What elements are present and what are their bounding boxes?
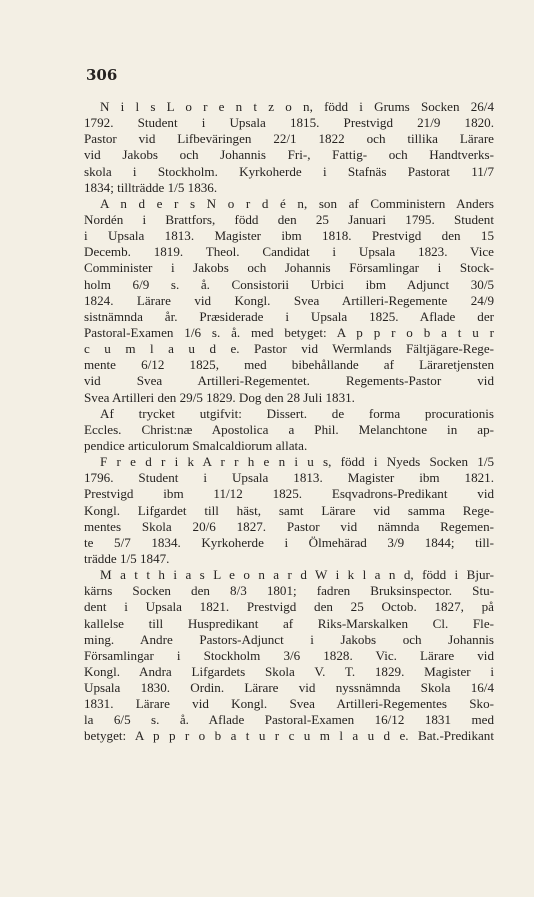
text-line: dent i Upsala 1821. Prestvigd den 25 Octob. 1827, på (84, 599, 494, 615)
text-line: ming. Andre Pastors-Adjunct i Jakobs och Johannis (84, 631, 494, 647)
text-line: Pastor vid Lifbeväringen 22/1 1822 och tillika Lärare (84, 131, 494, 147)
text-line: 1796. Student i Upsala 1813. Magister ibm 1821. (84, 470, 494, 486)
text-line: Församlingar i Stockholm 3/6 1828. Vic. Lärare vid (84, 647, 494, 663)
text-line: sistnämnda år. Præsiderade i Upsala 1825. Aflade der (84, 308, 494, 324)
text-line: Upsala 1830. Ordin. Lärare vid nyssnämnda Skola 16/4 (84, 680, 494, 696)
text-line: Decemb. 1819. Theol. Candidat i Upsala 1823. Vice (84, 244, 494, 260)
text-line: Kongl. Lifgardet till häst, samt Lärare vid samma Rege- (84, 502, 494, 518)
text-line: pendice articulorum Smalcaldiorum allata. (84, 437, 308, 453)
text-line: Kongl. Andra Lifgardets Skola V. T. 1829. Magister i (84, 663, 494, 679)
text-line: N i l s L o r e n t z o n, född i Grums Socken 26/4 (100, 99, 494, 114)
text-line: i Upsala 1813. Magister ibm 1818. Prestvigd den 15 (84, 228, 494, 244)
text-line: mente 6/12 1825, med bibehållande af Läraretjensten (84, 357, 494, 373)
biography-entry (84, 99, 494, 196)
biography-entry (84, 196, 494, 406)
text-line: kärns Socken den 8/3 1801; fadren Bruksinspector. Stu- (84, 583, 494, 599)
text-line: Svea Artilleri den 29/5 1829. Dog den 28 Juli 1831. (84, 389, 355, 405)
text-line: Prestvigd ibm 11/12 1825. Esqvadrons-Predikant vid (84, 486, 494, 502)
text-line: 1834; tillträdde 1/5 1836. (84, 179, 218, 195)
page-number: 306 (86, 66, 118, 84)
text-line: F r e d r i k A r r h e n i u s, född i Nyeds Socken 1/5 (100, 454, 494, 470)
text-line: te 5/7 1834. Kyrkoherde i Ölmehärad 3/9 1844; till- (84, 534, 494, 550)
text-line: Comminister i Jakobs och Johannis Församlingar i Stock- (84, 260, 494, 276)
text-line: holm 6/9 s. å. Consistorii Urbici ibm Adjunct 30/5 (84, 276, 494, 292)
biography-text (84, 99, 494, 745)
text-line: A n d e r s N o r d é n, son af Comministern Anders (100, 195, 494, 211)
text-line: Pastoral-Examen 1/6 s. å. med betyget: A p p r o b a t u r (84, 324, 494, 340)
text-line: M a t t h i a s L e o n a r d W i k l a n d, född i Bjur- (100, 567, 494, 583)
text-line: 1831. Lärare vid Kongl. Svea Artilleri-Regementes Sko- (84, 696, 494, 712)
text-line: trädde 1/5 1847. (84, 550, 170, 566)
biography-entry (84, 567, 494, 745)
text-line: vid Svea Artilleri-Regementet. Regements-Pastor vid (84, 373, 494, 389)
text-line: Af trycket utgifvit: Dissert. de forma procurationis (100, 405, 494, 421)
text-line: kallelse till Huspredikant af Riks-Marskalken Cl. Fle- (84, 615, 494, 631)
text-line: mentes Skola 20/6 1827. Pastor vid nämnda Regemen- (84, 518, 494, 534)
text-line: betyget: A p p r o b a t u r c u m l a u d e. Bat.-Predikant (84, 728, 494, 744)
biography-entry (84, 406, 494, 454)
text-line: Nordén i Brattfors, född den 25 Januari 1795. Student (84, 211, 494, 227)
text-line: Eccles. Christ:næ Apostolica a Phil. Melanchtone in ap- (84, 421, 494, 437)
biography-entry (84, 454, 494, 567)
text-line: c u m l a u d e. Pastor vid Wermlands Fältjägare-Rege- (84, 341, 494, 357)
text-line: skola i Stockholm. Kyrkoherde i Stafnäs Pastorat 11/7 (84, 163, 494, 179)
text-line: la 6/5 s. å. Aflade Pastoral-Examen 16/12 1831 med (84, 712, 494, 728)
text-line: 1792. Student i Upsala 1815. Prestvigd 21/9 1820. (84, 115, 494, 131)
text-line: vid Jakobs och Johannis Fri-, Fattig- och Handtverks- (84, 147, 494, 163)
text-line: 1824. Lärare vid Kongl. Svea Artilleri-Regemente 24/9 (84, 292, 494, 308)
